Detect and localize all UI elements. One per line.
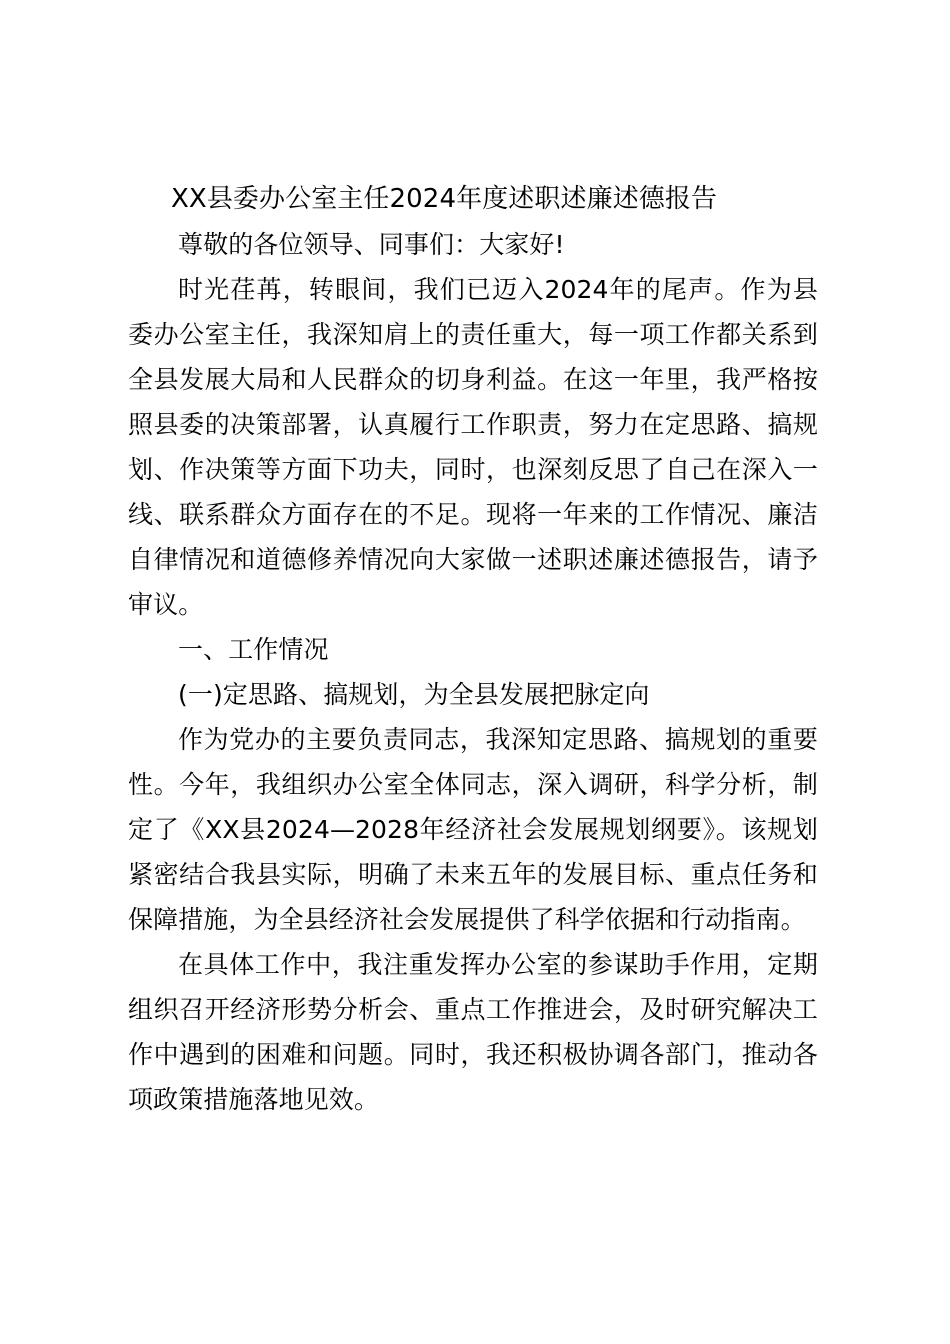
subsection-heading-planning: (一)定思路、搞规划，为全县发展把脉定向 [178, 680, 650, 709]
document-body [128, 177, 818, 1122]
paragraph-implementation: 在具体工作中，我注重发挥办公室的参谋助手作用，定期组织召开经济形势分析会、重点工作推进会，及时研究解决工作中遇到的困难和问题。同时，我还积极协调各部门，推动各项政策措施落地见效。 [128, 950, 818, 1114]
paragraph-intro: 时光荏苒，转眼间，我们已迈入2024年的尾声。作为县委办公室主任，我深知肩上的责任重大，每一项工作都关系到全县发展大局和人民群众的切身利益。在这一年里，我严格按照县委的决策部署，认真履行工作职责，努力在定思路、搞规划、作决策等方面下功夫，同时，也深刻反思了自己在深入一线、联系群众方面存在的不足。现将一年来的工作情况、廉洁自律情况和道德修养情况向大家做一述职述廉述德报告，请予审议。 [128, 275, 818, 619]
document-title: XX县委办公室主任2024年度述职述廉述德报告 [171, 184, 718, 214]
paragraph-planning: 作为党办的主要负责同志，我深知定思路、搞规划的重要性。今年，我组织办公室全体同志，深入调研，科学分析，制定了《XX县2024—2028年经济社会发展规划纲要》。该规划紧密结合我县实际，明确了未来五年的发展目标、重点任务和保障措施，为全县经济社会发展提供了科学依据和行动指南。 [128, 725, 818, 934]
greeting: 尊敬的各位领导、同事们：大家好! [178, 230, 565, 259]
section-heading-work: 一、工作情况 [178, 635, 329, 664]
